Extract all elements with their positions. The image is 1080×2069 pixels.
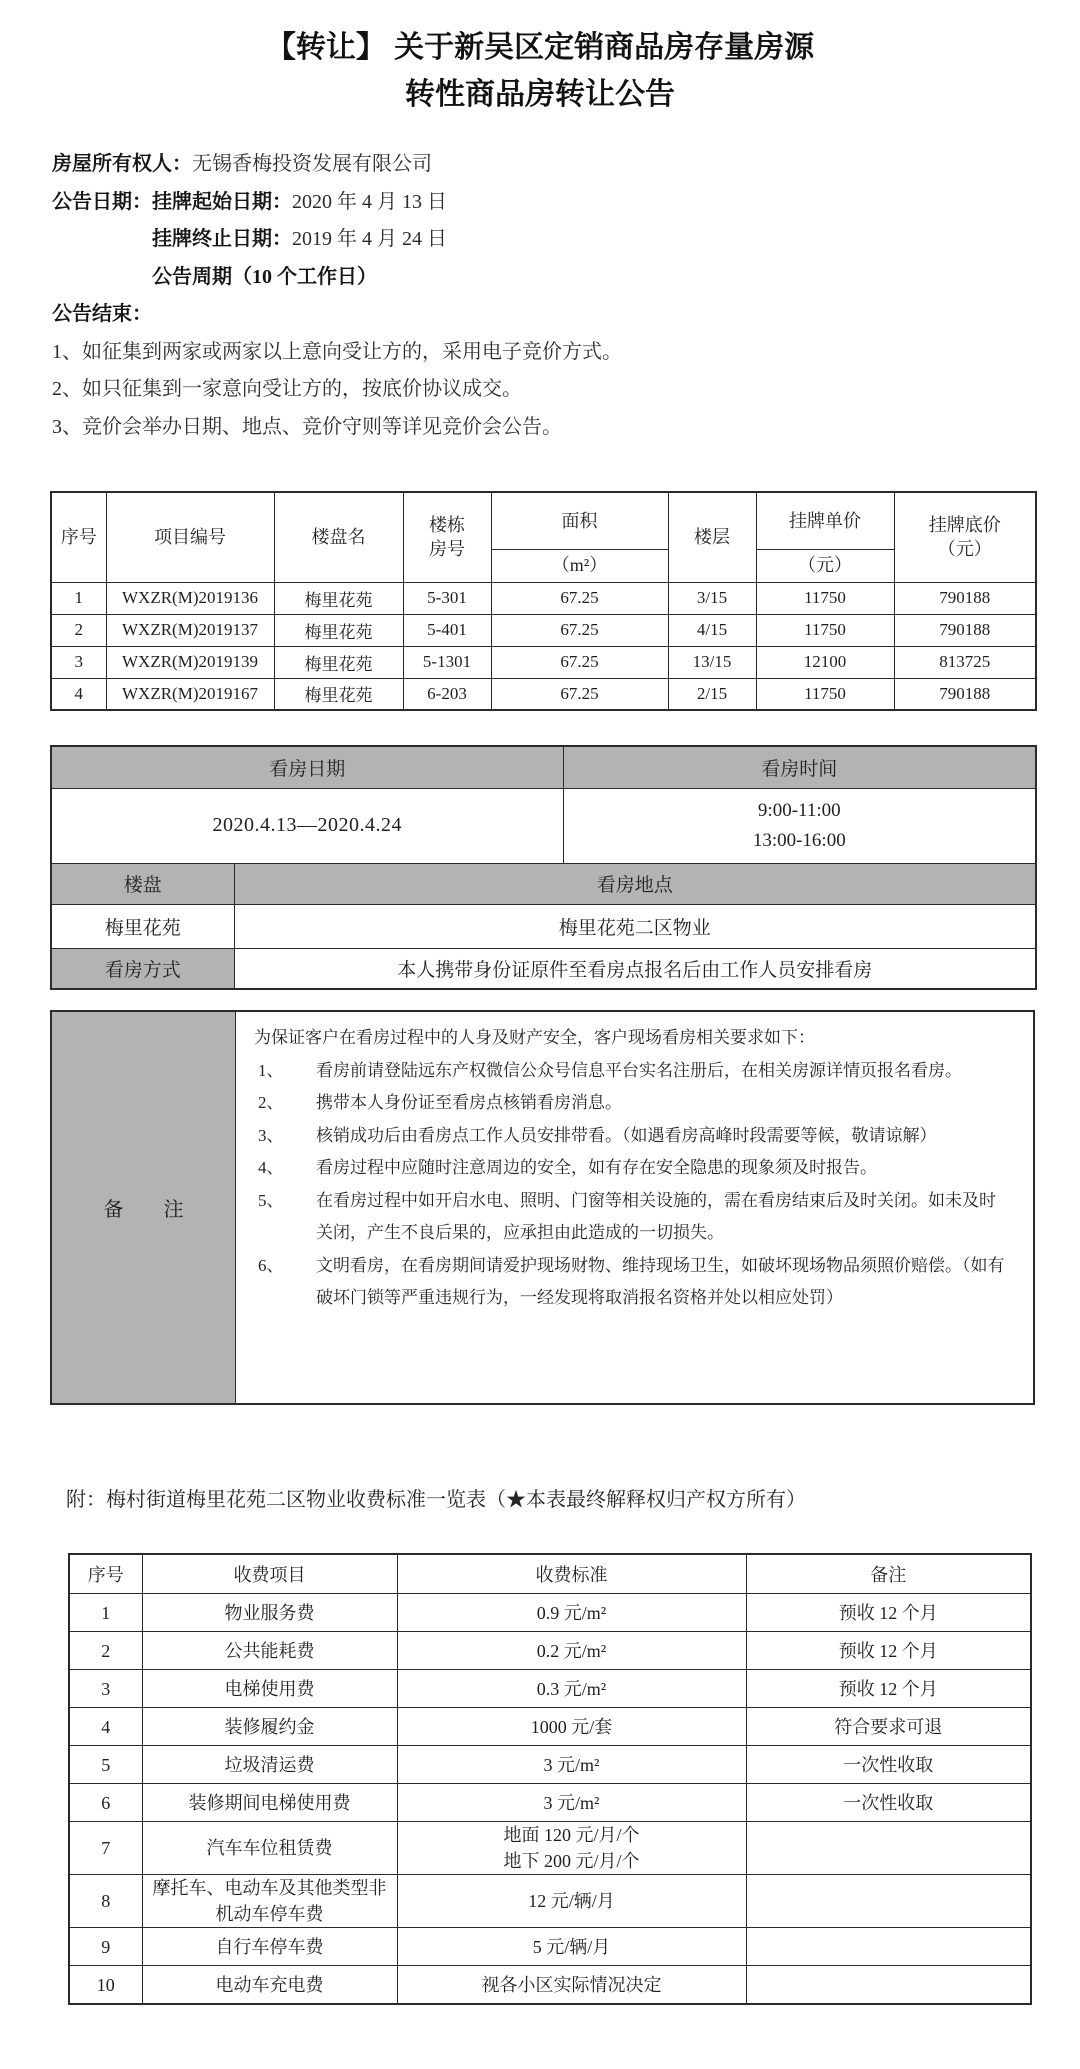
listing-cell-reserve-price: 790188 [894,678,1036,710]
fee-cell-item: 电梯使用费 [142,1670,397,1708]
fee-cell-item: 汽车车位租赁费 [142,1822,397,1875]
fee-table-body [69,1594,1031,2005]
listing-start-value: 2020 年 4 月 13 日 [292,190,447,213]
col-header-seq: 序号 [51,492,106,582]
announce-date-label: 公告日期： [52,190,152,213]
listing-end-value: 2019 年 4 月 24 日 [292,228,447,250]
fee-cell-item: 自行车停车费 [142,1928,397,1966]
remark-item [254,1055,1011,1088]
fee-cell-item: 装修履约金 [142,1708,397,1746]
fee-row [69,1594,1031,1632]
listing-cell-floor: 3/15 [668,582,756,614]
fee-cell-seq: 3 [69,1670,142,1708]
listing-start-label: 挂牌起始日期： [152,190,292,213]
listing-row [51,678,1036,710]
listing-cell-unit: 6-203 [403,678,491,710]
fee-cell-note [746,1875,1031,1928]
listing-cell-project-code: WXZR(M)2019136 [106,582,274,614]
listing-row [51,582,1036,614]
announcement-info [52,146,622,446]
remarks-section [50,1010,1035,1405]
fee-cell-note: 一次性收取 [746,1746,1031,1784]
fee-row [69,1928,1031,1966]
fee-cell-seq: 6 [69,1784,142,1822]
estate-header: 楼盘 [51,863,234,904]
listing-cell-seq: 4 [51,678,106,710]
viewing-location-header: 看房地点 [234,863,1036,904]
fee-cell-note: 预收 12 个月 [746,1670,1031,1708]
remarks-intro: 为保证客户在看房过程中的人身及财产安全，客户现场看房相关要求如下： [254,1028,815,1047]
fee-cell-standard: 0.2 元/m² [397,1632,746,1670]
listing-cell-floor: 4/15 [668,614,756,646]
fee-cell-seq: 2 [69,1632,142,1670]
remarks-label: 备 注 [52,1012,236,1403]
col-header-unit-line1: 楼栋 [429,514,465,535]
remark-item-number: 1、 [258,1060,284,1080]
fee-standard-line: 地下 200 元/月/个 [503,1851,640,1871]
listing-cell-reserve-price: 790188 [894,614,1036,646]
col-header-reserve-price-unit: （元） [937,539,992,560]
listing-cell-project-code: WXZR(M)2019139 [106,646,274,678]
remark-item [254,1250,1011,1315]
fee-cell-note: 一次性收取 [746,1784,1031,1822]
fee-row [69,1822,1031,1875]
fee-cell-seq: 5 [69,1746,142,1784]
attachment-note: 附：梅村街道梅里花苑二区物业收费标准一览表（★本表最终解释权归产权方所有） [66,1489,806,1511]
listing-cell-area: 67.25 [491,614,668,646]
listing-table-body [51,582,1036,710]
fee-header-standard: 收费标准 [397,1554,746,1594]
viewing-time-afternoon: 13:00-16:00 [752,829,846,851]
owner-label: 房屋所有权人： [52,153,192,175]
viewing-method-label: 看房方式 [51,948,234,989]
fee-cell-seq: 7 [69,1822,142,1875]
owner-line [52,146,622,184]
listing-cell-project-code: WXZR(M)2019137 [106,614,274,646]
listing-table [50,491,1037,711]
remark-item-number: 5、 [258,1190,284,1210]
fee-cell-seq: 1 [69,1594,142,1632]
page-title [0,24,1080,118]
col-header-project-code: 项目编号 [106,492,274,582]
listing-row [51,614,1036,646]
col-header-reserve-price [894,492,1036,582]
fee-header-item: 收费项目 [142,1554,397,1594]
listing-cell-list-price: 11750 [756,582,894,614]
fee-standard-line: 地面 120 元/月/个 [503,1825,640,1845]
listing-cell-unit: 5-301 [403,582,491,614]
col-header-reserve-price-line1: 挂牌底价 [928,514,1001,535]
remark-item-number: 3、 [258,1125,284,1145]
listing-cell-estate-name: 梅里花苑 [274,614,403,646]
fee-row [69,1670,1031,1708]
fee-row [69,1746,1031,1784]
owner-value: 无锡香梅投资发展有限公司 [192,153,432,175]
fee-row [69,1784,1031,1822]
fee-cell-standard [397,1822,746,1875]
fee-cell-item: 摩托车、电动车及其他类型非机动车停车费 [142,1875,397,1928]
viewing-time-value [563,788,1036,863]
listing-cell-seq: 3 [51,646,106,678]
col-header-list-price: 挂牌单价 [756,492,894,549]
announce-period-line: 公告周期（10 个工作日） [152,265,377,288]
remark-item-text: 文明看房，在看房期间请爱护现场财物、维持现场卫生，如破坏现场物品须照价赔偿。（如有破坏门锁等严重违规行为，一经发现将取消报名资格并处以相应处罚） [316,1255,1005,1307]
col-header-floor: 楼层 [668,492,756,582]
listing-row [51,646,1036,678]
listing-cell-list-price: 11750 [756,614,894,646]
remark-item [254,1120,1011,1153]
viewing-location-value: 梅里花苑二区物业 [234,904,1036,948]
listing-cell-area: 67.25 [491,646,668,678]
fee-row [69,1966,1031,2005]
announce-closing-label: 公告结束： [52,303,152,325]
remark-item-number: 2、 [258,1093,284,1112]
col-header-area: 面积 [491,492,668,549]
listing-cell-unit: 5-1301 [403,646,491,678]
listing-cell-seq: 2 [51,614,106,646]
fee-cell-seq: 8 [69,1875,142,1928]
listing-cell-area: 67.25 [491,678,668,710]
fee-cell-item: 公共能耗费 [142,1632,397,1670]
listing-start-line [52,184,622,222]
listing-cell-reserve-price: 790188 [894,582,1036,614]
col-header-unit [403,492,491,582]
remark-item-text: 在看房过程中如开启水电、照明、门窗等相关设施的，需在看房结束后及时关闭。如未及时关闭，产生不良后果的，应承担由此造成的一切损失。 [316,1190,996,1242]
listing-cell-project-code: WXZR(M)2019167 [106,678,274,710]
fee-cell-standard: 0.9 元/m² [397,1594,746,1632]
remark-item-text: 看房过程中应随时注意周边的安全，如有存在安全隐患的现象须及时报告。 [316,1158,877,1177]
listing-cell-unit: 5-401 [403,614,491,646]
listing-cell-area: 67.25 [491,582,668,614]
col-header-area-unit: （m²） [491,549,668,582]
fee-cell-note: 预收 12 个月 [746,1594,1031,1632]
listing-cell-estate-name: 梅里花苑 [274,582,403,614]
fee-cell-seq: 4 [69,1708,142,1746]
fee-table [68,1553,1032,2005]
fee-cell-seq: 10 [69,1966,142,2005]
listing-end-label: 挂牌终止日期： [152,228,292,250]
estate-value: 梅里花苑 [51,904,234,948]
fee-cell-standard: 3 元/m² [397,1746,746,1784]
remark-item-number: 4、 [258,1158,284,1177]
viewing-time-header: 看房时间 [563,746,1036,788]
listing-cell-floor: 13/15 [668,646,756,678]
col-header-estate-name: 楼盘名 [274,492,403,582]
viewing-date-value: 2020.4.13—2020.4.24 [51,788,563,863]
fee-cell-standard: 0.3 元/m² [397,1670,746,1708]
remark-item-text: 携带本人身份证至看房点核销看房消息。 [316,1093,622,1112]
fee-cell-seq: 9 [69,1928,142,1966]
viewing-date-header: 看房日期 [51,746,563,788]
listing-end-line [152,221,622,259]
fee-cell-standard: 1000 元/套 [397,1708,746,1746]
col-header-list-price-unit: （元） [756,549,894,582]
fee-row [69,1875,1031,1928]
fee-cell-note: 预收 12 个月 [746,1632,1031,1670]
closing-rule-3: 3、竞价会举办日期、地点、竞价守则等详见竞价会公告。 [52,415,562,438]
remark-item [254,1152,1011,1185]
remarks-body [236,1012,1033,1403]
fee-cell-note [746,1966,1031,2005]
viewing-time-morning: 9:00-11:00 [757,799,841,821]
closing-rule-1: 1、如征集到两家或两家以上意向受让方的，采用电子竞价方式。 [52,340,622,363]
fee-cell-note [746,1822,1031,1875]
fee-cell-item: 电动车充电费 [142,1966,397,2005]
fee-cell-standard: 视各小区实际情况决定 [397,1966,746,2005]
remarks-list [254,1055,1011,1315]
fee-row [69,1632,1031,1670]
listing-cell-list-price: 12100 [756,646,894,678]
page-title-line2: 转性商品房转让公告 [405,78,675,111]
fee-cell-standard: 12 元/辆/月 [397,1875,746,1928]
listing-cell-floor: 2/15 [668,678,756,710]
viewing-table [50,745,1037,990]
fee-header-seq: 序号 [69,1554,142,1594]
fee-cell-standard: 5 元/辆/月 [397,1928,746,1966]
viewing-method-value: 本人携带身份证原件至看房点报名后由工作人员安排看房 [234,948,1036,989]
fee-cell-item: 物业服务费 [142,1594,397,1632]
listing-cell-seq: 1 [51,582,106,614]
fee-cell-note [746,1928,1031,1966]
fee-header-note: 备注 [746,1554,1031,1594]
remark-item-text: 看房前请登陆远东产权微信公众号信息平台实名注册后，在相关房源详情页报名看房。 [316,1060,962,1080]
fee-cell-item: 装修期间电梯使用费 [142,1784,397,1822]
remark-item [254,1185,1011,1250]
listing-cell-estate-name: 梅里花苑 [274,646,403,678]
closing-rule-2: 2、如只征集到一家意向受让方的，按底价协议成交。 [52,378,522,400]
fee-cell-note: 符合要求可退 [746,1708,1031,1746]
listing-cell-estate-name: 梅里花苑 [274,678,403,710]
col-header-unit-line2: 房号 [429,539,465,560]
remark-item-text: 核销成功后由看房点工作人员安排带看。（如遇看房高峰时段需要等候，敬请谅解） [316,1125,937,1145]
page-title-line1: 【转让】 关于新吴区定销商品房存量房源 [265,31,815,64]
remark-item [254,1087,1011,1120]
listing-cell-list-price: 11750 [756,678,894,710]
fee-cell-item: 垃圾清运费 [142,1746,397,1784]
fee-row [69,1708,1031,1746]
fee-cell-standard: 3 元/m² [397,1784,746,1822]
listing-cell-reserve-price: 813725 [894,646,1036,678]
remark-item-number: 6、 [258,1255,284,1275]
